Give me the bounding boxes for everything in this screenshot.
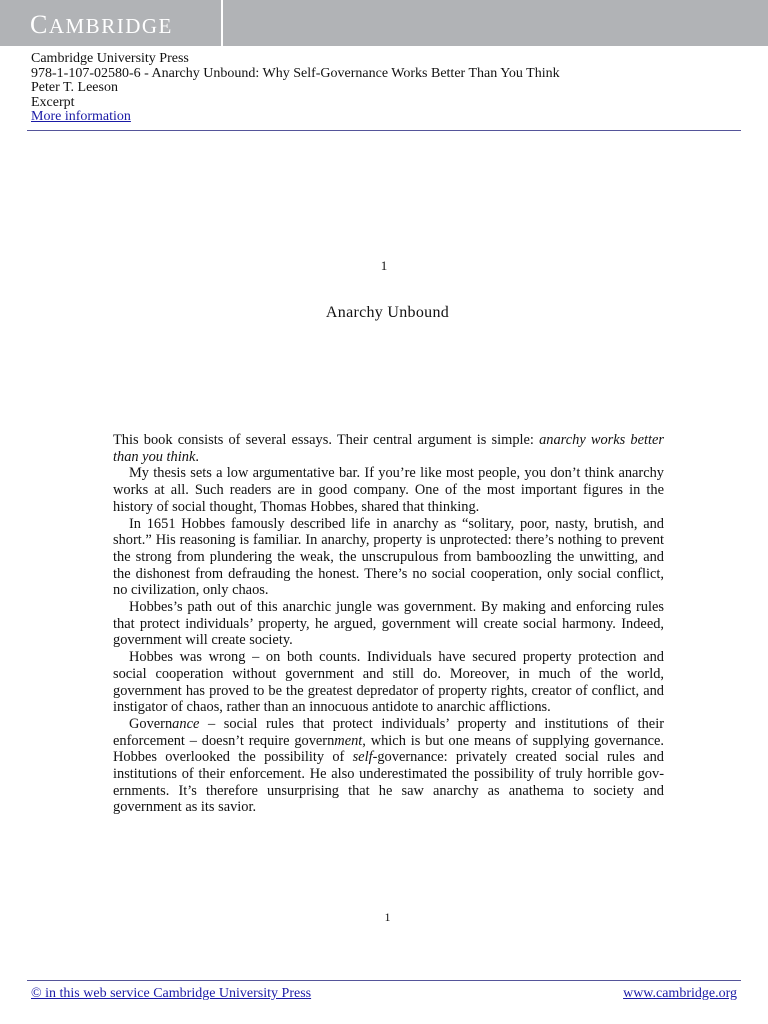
text-run: In 1651 Hobbes famously described life in anarchy as “solitary, poor, nasty, brutish, and short.” His reasoning is familiar. In anarchy, property is unprotected: there’s nothing to prevent the strong from plundering the weak, the unscrupulous from bamboozling the unwitting, and the dishonest from defrauding the honest. There’s no social cooperation, only social conflict, no civilization, only chaos.	[113, 515, 664, 599]
text-run: Hobbes’s path out of this anarchic jungle was government. By making and enforcing rules that protect individuals’ property, he argued, government will create social harmony. Indeed, government will create society.	[113, 599, 664, 649]
body-paragraph	[113, 599, 664, 649]
cambridge-website-link[interactable]: www.cambridge.org	[623, 986, 737, 1001]
author-name: Peter T. Leeson	[31, 80, 118, 95]
text-run: – social rules that protect individuals’ property and institutions of their enforcement – doesn’t require govern	[113, 715, 664, 749]
logo-rest: AMBRIDGE	[48, 14, 173, 38]
footer-divider	[27, 980, 741, 981]
body-paragraph	[113, 516, 664, 600]
publisher-name: Cambridge University Press	[31, 51, 189, 66]
text-run: Hobbes was wrong – on both counts. Individuals have secured property protection and social cooperation without government and still do. Moreover, in much of the world, government has proved to be the greatest depredator of property rights, creator of conflict, and instigator of chaos, rather than an innocuous antidote to anarchic afflictions.	[113, 649, 664, 716]
text-run: .	[195, 448, 199, 465]
body-paragraph	[113, 432, 664, 465]
body-paragraph	[113, 716, 664, 816]
top-banner	[0, 0, 768, 46]
more-information-link[interactable]: More information	[31, 109, 131, 124]
text-run: , which is but one means of supplying governance. Hobbes overlooked the possibility of	[113, 732, 664, 766]
isbn-title: 978-1-107-02580-6 - Anarchy Unbound: Why Self-Governance Works Better Than You Think	[31, 65, 560, 81]
italic-text: anarchy works better than you think	[113, 432, 664, 465]
header-divider	[27, 130, 741, 131]
body-paragraph	[113, 465, 664, 515]
chapter-title: Anarchy Unbound	[325, 304, 450, 321]
book-metadata	[31, 52, 751, 125]
copyright-link[interactable]: © in this web service Cambridge University Press	[31, 986, 312, 1001]
text-run: -governance: privately created social rules and institutions of their enforcement. He also underestimated the possibility of truly horrible governments. It’s therefore unsurprising that he saw anarchy as anathema to society and government as its savior.	[113, 749, 664, 816]
italic-text: ance	[172, 715, 200, 732]
chapter-number: 1	[380, 258, 388, 273]
italic-text: ment	[334, 732, 363, 749]
cambridge-logo[interactable]	[30, 10, 173, 40]
text-run: Govern	[129, 715, 173, 732]
text-run: This book consists of several essays. Their central argument is simple:	[113, 432, 540, 448]
cambridge-logo-box	[0, 0, 223, 46]
italic-text: self	[352, 749, 373, 766]
body-paragraph	[113, 649, 664, 716]
text-run: My thesis sets a low argumentative bar. If you’re like most people, you don’t think anarchy works at all. Such readers are in good company. One of the most important figures in the history of social thought, Thomas Hobbes, shared that thinking.	[113, 465, 664, 515]
logo-initial: C	[30, 10, 49, 39]
page-number: 1	[384, 910, 391, 924]
excerpt-label: Excerpt	[31, 94, 75, 110]
chapter-body-text	[113, 432, 664, 816]
